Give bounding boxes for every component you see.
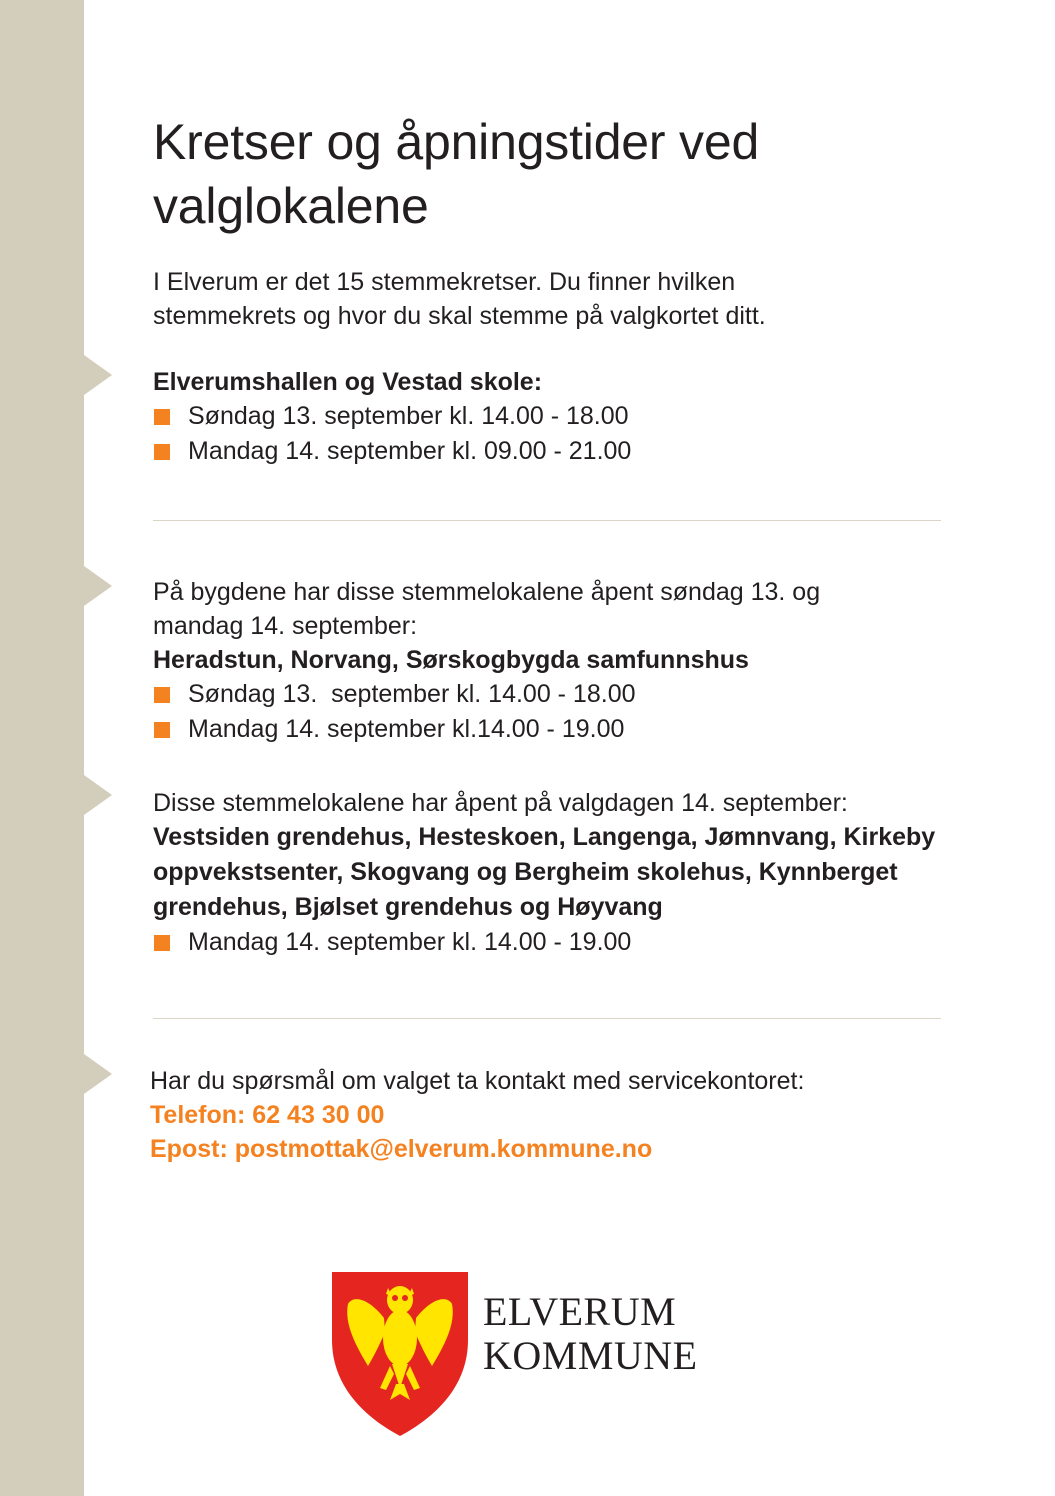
section-heading: Vestsiden grendehus, Hesteskoen, Langenga, Jømnvang, Kirkeby oppvekstsenter, Skogvang og Bergheim skolehus, Kynnberget grendehus, Bjølset grendehus og Høyvang xyxy=(153,823,936,921)
document-content xyxy=(150,110,953,1163)
bullet-square-icon xyxy=(154,935,170,951)
notch-marker xyxy=(84,1054,112,1094)
bullet-square-icon xyxy=(154,409,170,425)
notch-marker xyxy=(84,775,112,815)
logo-line-kommune: KOMMUNE xyxy=(483,1333,698,1378)
section-bygdene xyxy=(153,575,953,747)
section-intro: Disse stemmelokalene har åpent på valgdagen 14. september: xyxy=(153,789,848,817)
section-elverumshallen xyxy=(153,365,953,469)
contact-email[interactable]: Epost: postmottak@elverum.kommune.no xyxy=(150,1135,653,1163)
section-intro: På bygdene har disse stemmelokalene åpent søndag 13. og mandag 14. september: xyxy=(153,578,821,640)
divider xyxy=(153,1018,941,1019)
bullet-square-icon xyxy=(154,722,170,738)
section-contact xyxy=(150,1064,950,1166)
section-valgdagen xyxy=(153,786,953,960)
contact-intro: Har du spørsmål om valget ta kontakt med servicekontoret: xyxy=(150,1067,805,1095)
notch-marker xyxy=(84,355,112,395)
list-item: Mandag 14. september kl. 14.00 - 19.00 xyxy=(153,925,953,960)
municipality-logo xyxy=(330,1270,730,1440)
page-title: Kretser og åpningstider ved valglokalene xyxy=(153,114,760,234)
intro-paragraph: I Elverum er det 15 stemmekretser. Du finner hvilken stemmekrets og hvor du skal stemme på valgkortet ditt. xyxy=(153,268,766,330)
bullet-square-icon xyxy=(154,687,170,703)
divider xyxy=(153,520,941,521)
list-item: Søndag 13. september kl. 14.00 - 18.00 xyxy=(153,399,953,434)
owl-coat-of-arms-icon xyxy=(330,1270,470,1438)
notch-marker xyxy=(84,566,112,606)
section-heading: Elverumshallen og Vestad skole: xyxy=(153,368,543,396)
logo-text xyxy=(483,1290,698,1378)
contact-phone: Telefon: 62 43 30 00 xyxy=(150,1101,385,1129)
bullet-square-icon xyxy=(154,444,170,460)
list-item: Mandag 14. september kl. 09.00 - 21.00 xyxy=(153,434,953,469)
sidebar-band xyxy=(0,0,84,1496)
list-item: Mandag 14. september kl.14.00 - 19.00 xyxy=(153,712,953,747)
list-item: Søndag 13. september kl. 14.00 - 18.00 xyxy=(153,677,953,712)
section-heading: Heradstun, Norvang, Sørskogbygda samfunnshus xyxy=(153,646,749,674)
logo-line-elverum: ELVERUM xyxy=(483,1289,677,1334)
